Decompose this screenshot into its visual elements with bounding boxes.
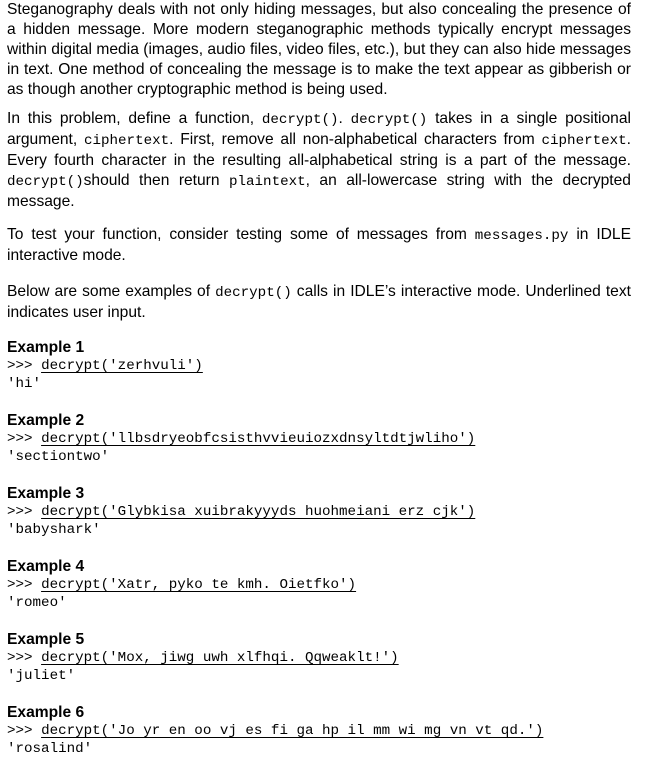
user-input: decrypt('Mox, jiwg uwh xlfhqi. Qqweaklt!')	[41, 650, 399, 666]
example-output: 'romeo'	[7, 595, 67, 611]
example-heading: Example 5	[7, 631, 85, 648]
paragraph-text: takes in a single positional argument,	[7, 110, 631, 148]
example-output: 'rosalind'	[7, 741, 93, 757]
inline-code: messages.py	[474, 228, 569, 244]
example-heading: Example 6	[7, 704, 85, 721]
paragraph-text: Steganography deals with not only hiding messages, but also concealing the presence of a hidden message. More modern steganographic methods typically encrypt messages within digital media (images, audio files, video files, etc.), but they can also hide messages in text. One method of concealing the message is to make the text appear as gibberish or as though another cryptographic method is being used.	[7, 1, 631, 98]
paragraph-text: To test your function, consider testing some of messages from	[7, 226, 475, 243]
repl-prompt: >>>	[7, 723, 42, 739]
example-heading: Example 2	[7, 412, 85, 429]
paragraph-text: Below are some examples of	[7, 283, 216, 300]
intro-paragraph	[7, 0, 631, 100]
example-heading: Example 4	[7, 558, 85, 575]
example-input-line	[7, 722, 543, 740]
user-input: decrypt('Jo yr en oo vj es fi ga hp il mm wi mg vn vt qd.')	[41, 723, 544, 739]
paragraph-text: , an all-lowercase string with the decrypted message.	[7, 172, 631, 210]
inline-code: decrypt()	[215, 285, 292, 301]
example-input-line	[7, 430, 475, 448]
repl-prompt: >>>	[7, 577, 42, 593]
example-input-line	[7, 357, 203, 375]
example-6	[7, 704, 543, 758]
user-input: decrypt('Xatr, pyko te kmh. Oietfko')	[41, 577, 357, 593]
problem-paragraph	[7, 109, 631, 212]
inline-code: plaintext	[229, 174, 306, 190]
example-5	[7, 631, 399, 685]
example-3	[7, 485, 475, 539]
example-input-line	[7, 503, 475, 521]
example-output: 'sectiontwo'	[7, 449, 110, 465]
example-output: 'hi'	[7, 376, 42, 392]
example-1	[7, 339, 203, 393]
user-input: decrypt('zerhvuli')	[41, 358, 203, 374]
inline-code: ciphertext	[541, 133, 627, 149]
paragraph-text: .	[338, 110, 351, 127]
paragraph-text: in IDLE interactive mode.	[7, 226, 631, 264]
inline-code: ciphertext	[83, 133, 170, 149]
examples-intro-paragraph	[7, 282, 631, 323]
paragraph-text: . Every fourth character in the resulting all-alphabetical string is a part of the message.	[7, 131, 631, 169]
example-heading: Example 3	[7, 485, 85, 502]
example-output: 'babyshark'	[7, 522, 101, 538]
paragraph-text: In this problem, define a function,	[7, 110, 262, 127]
example-4	[7, 558, 356, 612]
inline-code: decrypt()	[7, 174, 84, 190]
repl-prompt: >>>	[7, 650, 42, 666]
testing-paragraph	[7, 225, 631, 266]
paragraph-text: . First, remove all non-alphabetical characters from	[169, 131, 542, 148]
paragraph-text: should then return	[83, 172, 229, 189]
example-output: 'juliet'	[7, 668, 76, 684]
repl-prompt: >>>	[7, 431, 42, 447]
inline-code: decrypt()	[261, 112, 339, 128]
example-2	[7, 412, 475, 466]
repl-prompt: >>>	[7, 504, 42, 520]
inline-code: decrypt()	[350, 112, 428, 128]
repl-prompt: >>>	[7, 358, 42, 374]
example-input-line	[7, 649, 399, 667]
example-input-line	[7, 576, 356, 594]
example-heading: Example 1	[7, 339, 85, 356]
user-input: decrypt('llbsdryeobfcsisthvvieuiozxdnsyltdtjwliho')	[41, 431, 476, 447]
user-input: decrypt('Glybkisa xuibrakyyyds huohmeiani erz cjk')	[41, 504, 476, 520]
paragraph-text: calls in IDLE’s interactive mode. Underlined text indicates user input.	[7, 283, 631, 321]
